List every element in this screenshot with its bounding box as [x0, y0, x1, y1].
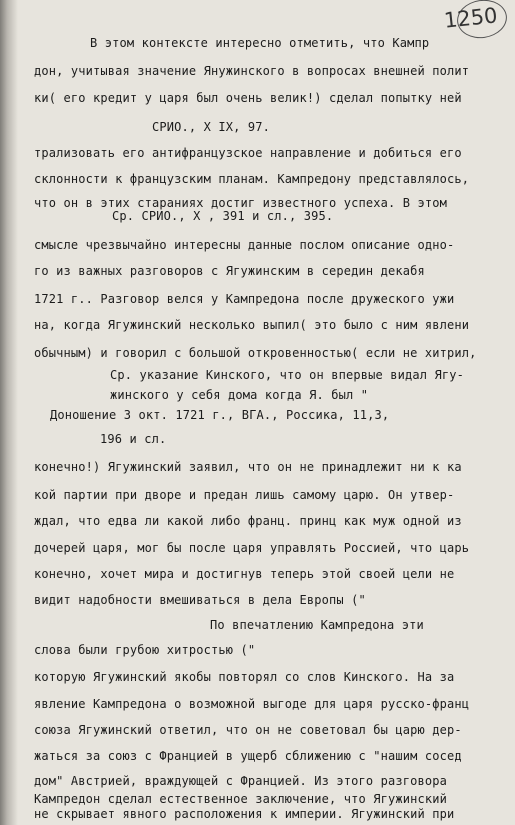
- text-line: В этом контексте интересно отметить, что Кампр: [90, 36, 430, 50]
- page-edge-shadow: [0, 0, 18, 825]
- text-line: конечно, хочет мира и достигнув теперь этой своей цели не: [34, 567, 455, 581]
- footnote-line: Ср. указание Кинского, что он впервые видал Ягу-: [110, 368, 464, 382]
- text-line: 1721 г.. Разговор велся у Кампредона после дружеского ужи: [34, 292, 455, 306]
- footnote-line: СРИО., Х IX, 97.: [152, 120, 270, 134]
- text-line: ки( его кредит у царя был очень велик!) сделал попытку ней: [34, 91, 462, 105]
- text-line: явление Кампредона о возможной выгоде для царя русско-франц: [34, 697, 470, 711]
- folio-number: 1250: [442, 3, 499, 33]
- text-line: дом" Австрией, враждующей с Францией. Из этого разговора: [34, 774, 447, 788]
- text-line: склонности к французским планам. Кампредону представлялось,: [34, 172, 470, 186]
- text-line: союза Ягужинский ответил, что он не советовал бы царю дер-: [34, 723, 462, 737]
- text-line: Кампредон сделал естественное заключение, что Ягужинский: [34, 792, 447, 806]
- text-line: кой партии при дворе и предан лишь самому царю. Он утвер-: [34, 488, 455, 502]
- text-line: обычным) и говорил с большой откровенностью( если не хитрил,: [34, 346, 477, 360]
- text-line: дон, учитывая значение Янужинского в вопросах внешней полит: [34, 64, 470, 78]
- text-line: ждал, что едва ли какой либо франц. принц как муж одной из: [34, 514, 462, 528]
- text-line: дочерей царя, мог бы после царя управлять Россией, что царь: [34, 541, 470, 555]
- text-line: жаться за союз с Францией в ущерб сближению с "нашим сосед: [34, 749, 462, 763]
- footnote-line: жинского у себя дома когда Я. был ": [110, 388, 369, 402]
- text-line: го из важных разговоров с Ягужинским в середин декабя: [34, 264, 425, 278]
- footnote-line: 196 и сл.: [100, 432, 167, 446]
- text-line: которую Ягужинский якобы повторял со слов Кинского. На за: [34, 670, 455, 684]
- footnote-line: Доношение 3 окт. 1721 г., ВГА., Россика, 11,3,: [50, 408, 390, 422]
- footnote-line: Ср. СРИО., Х , 391 и сл., 395.: [112, 209, 334, 223]
- text-line: По впечатлению Кампредона эти: [210, 618, 424, 632]
- text-line: видит надобности вмешиваться в дела Европы (": [34, 593, 366, 607]
- text-line: трализовать его антифранцузское направление и добиться его: [34, 146, 462, 160]
- text-line: на, когда Ягужинский несколько выпил( это было с ним явлени: [34, 318, 470, 332]
- text-line: что он в этих стараниях достиг известного успеха. В этом: [34, 196, 447, 210]
- text-line: смысле чрезвычайно интересны данные послом описание одно-: [34, 238, 455, 252]
- text-line: не скрывает явного расположения к империи. Ягужинский при: [34, 807, 455, 821]
- text-line: конечно!) Ягужинский заявил, что он не принадлежит ни к ка: [34, 460, 462, 474]
- text-line: слова были грубою хитростью (": [34, 643, 256, 657]
